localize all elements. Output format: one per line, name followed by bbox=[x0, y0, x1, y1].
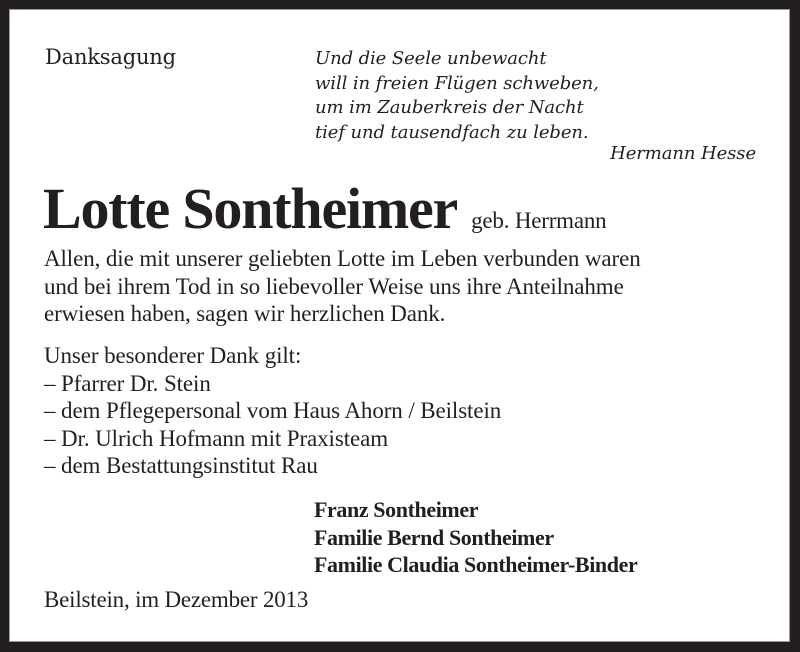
deceased-birth-name: geb. Herrmann bbox=[471, 208, 607, 233]
thanks-message bbox=[44, 245, 641, 328]
place-and-date: Beilstein, im Dezember 2013 bbox=[44, 587, 309, 612]
poem-quote bbox=[315, 47, 599, 145]
special-thanks bbox=[44, 342, 501, 480]
poem-line: Und die Seele unbewacht bbox=[315, 48, 547, 69]
signers-list bbox=[314, 496, 637, 579]
notice-type-label: Danksagung bbox=[45, 45, 176, 69]
deceased-name: Lotte Sontheimer bbox=[43, 176, 458, 241]
message-line: erwiesen haben, sagen wir herzlichen Dank. bbox=[44, 301, 446, 327]
special-thanks-item: – Dr. Ulrich Hofmann mit Praxisteam bbox=[44, 425, 388, 451]
signer: Franz Sontheimer bbox=[314, 497, 479, 522]
deceased-name-line bbox=[43, 177, 606, 241]
obituary-notice-card bbox=[9, 9, 790, 642]
poem-line: will in freien Flügen schweben, bbox=[315, 72, 599, 94]
special-thanks-intro: Unser besonderer Dank gilt: bbox=[44, 343, 302, 368]
message-line: und bei ihrem Tod in so liebevoller Weise uns ihre Anteilnahme bbox=[44, 273, 624, 299]
poem-line: um im Zauberkreis der Nacht bbox=[315, 97, 584, 118]
signer: Familie Claudia Sontheimer-Binder bbox=[314, 552, 638, 578]
special-thanks-item: – dem Pflegepersonal vom Haus Ahorn / Beilstein bbox=[44, 398, 502, 424]
poem-line: tief und tausendfach zu leben. bbox=[315, 121, 589, 143]
poem-author: Hermann Hesse bbox=[610, 143, 756, 164]
message-line: Allen, die mit unserer geliebten Lotte im Leben verbunden waren bbox=[44, 246, 641, 271]
signer: Familie Bernd Sontheimer bbox=[314, 524, 554, 550]
special-thanks-item: – Pfarrer Dr. Stein bbox=[44, 370, 211, 396]
special-thanks-item: – dem Bestattungsinstitut Rau bbox=[44, 453, 318, 479]
